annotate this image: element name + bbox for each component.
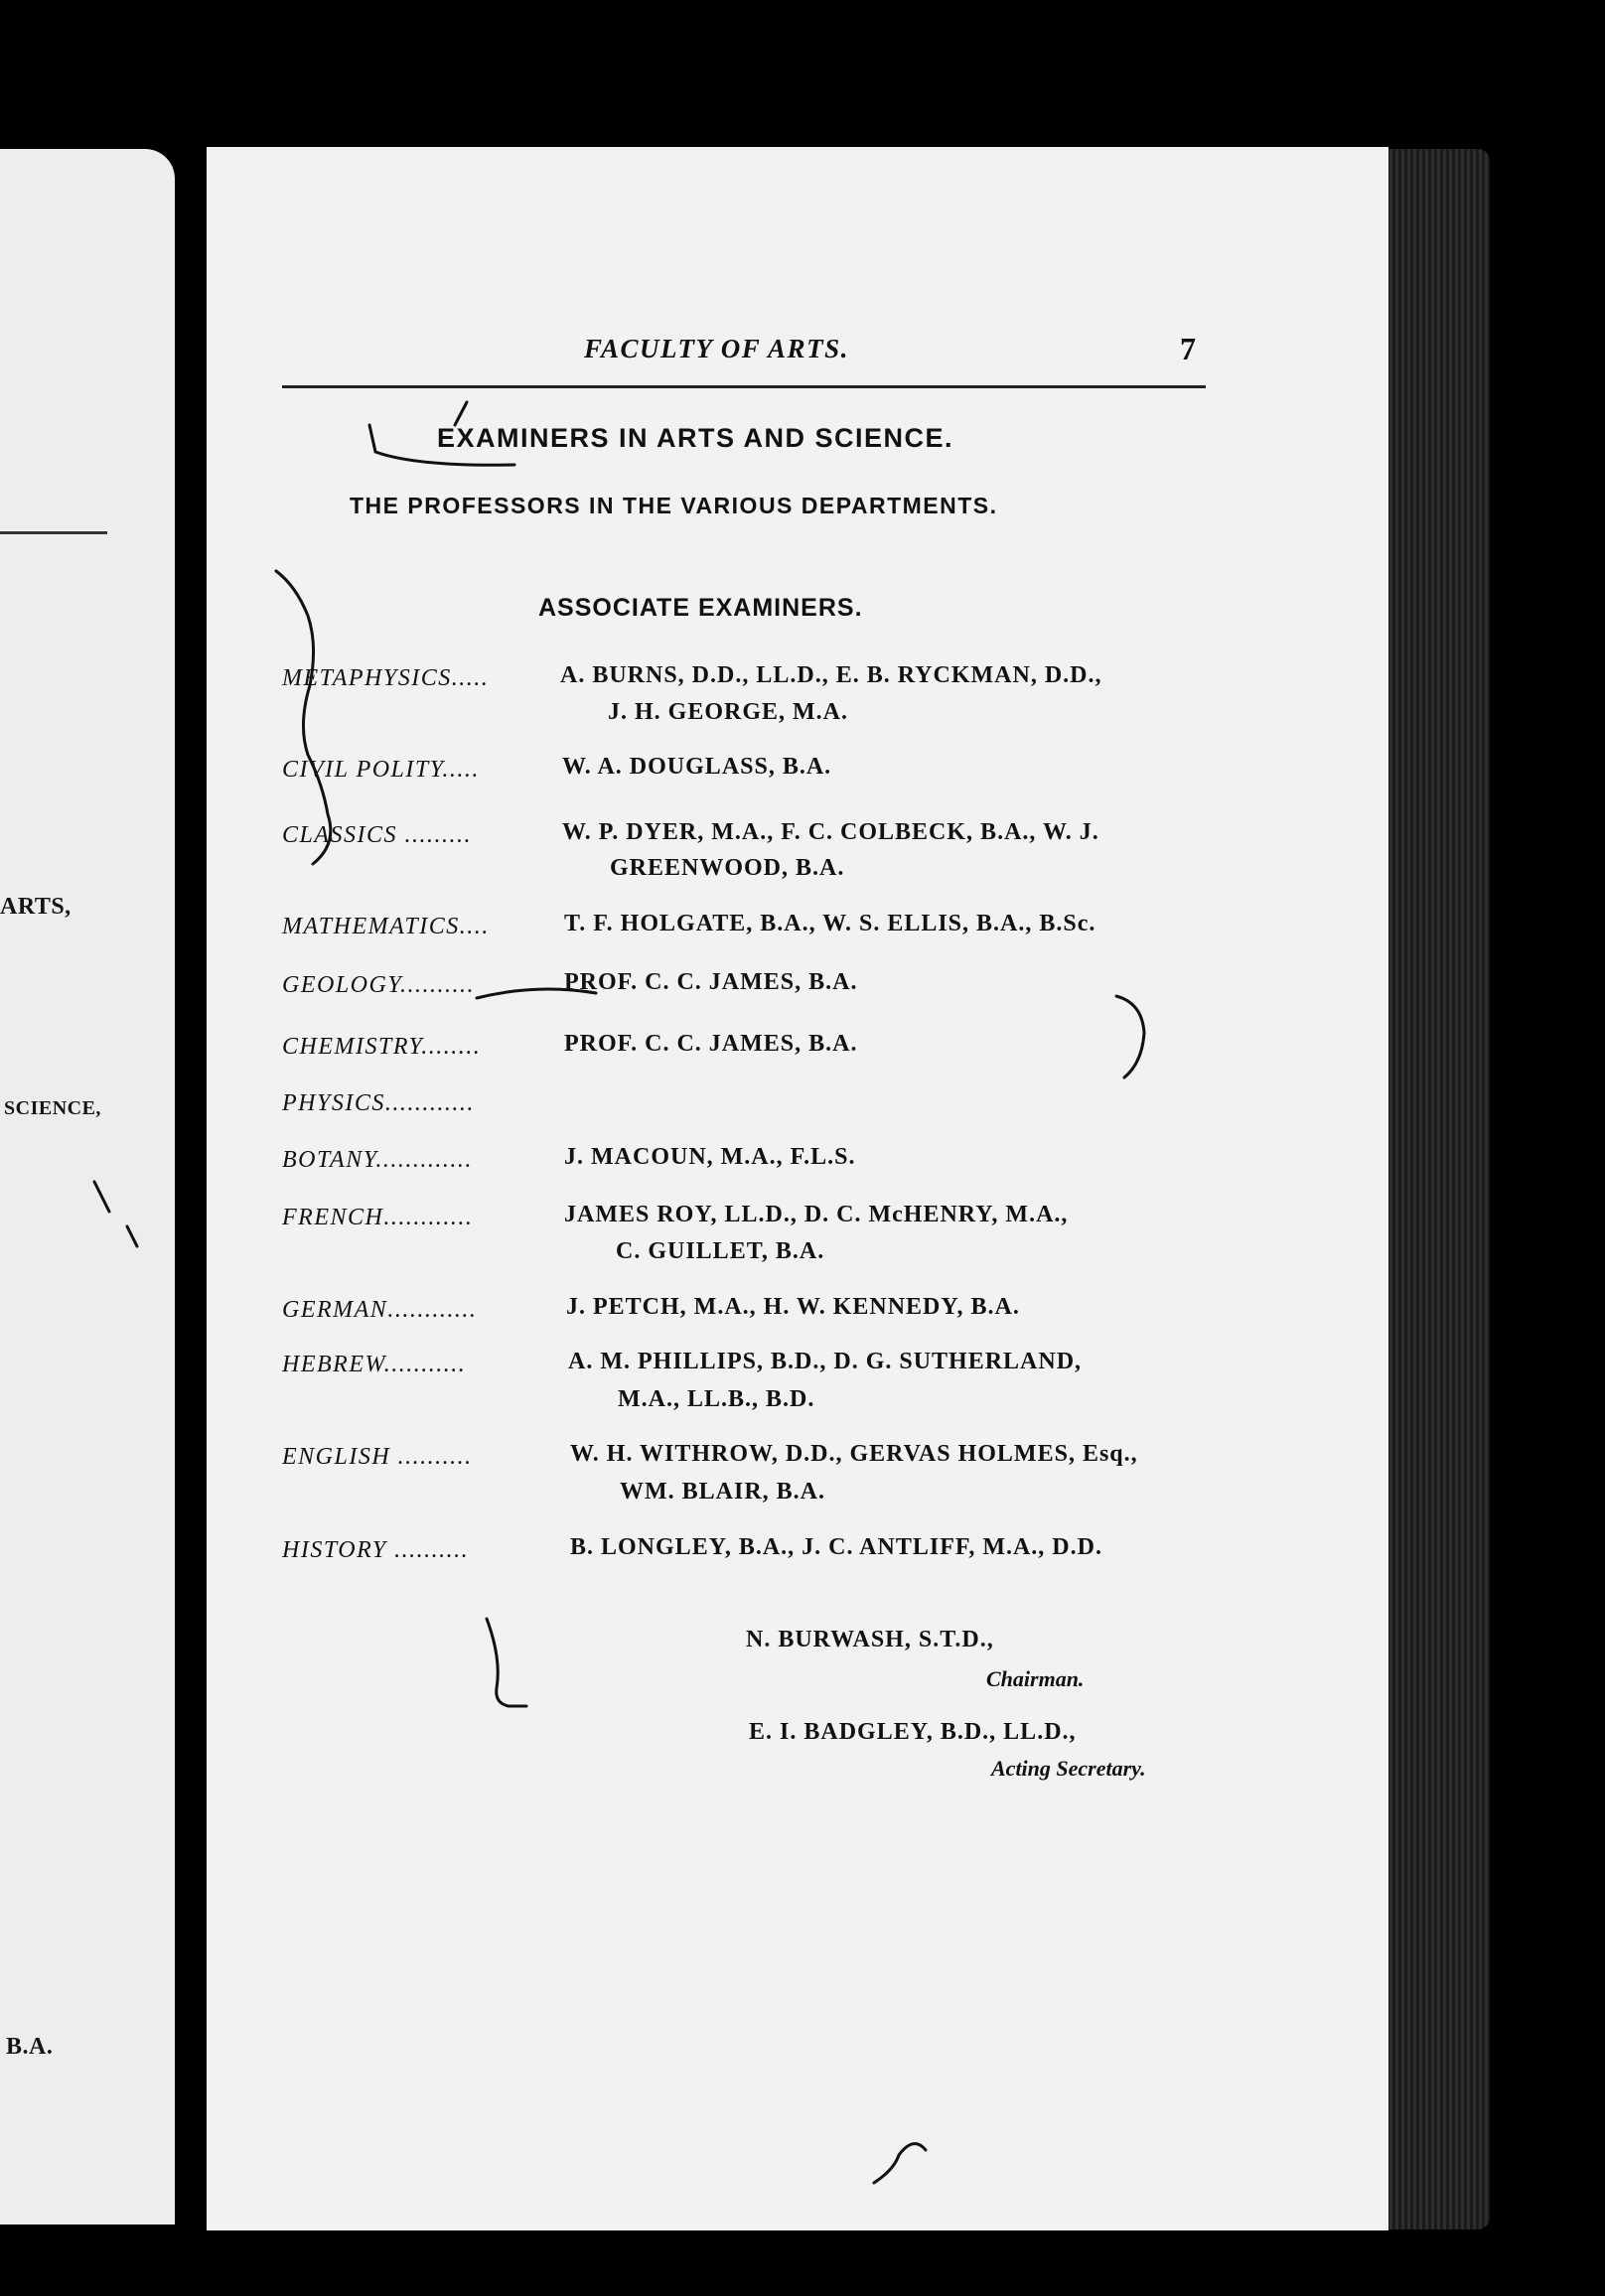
subject-label: MATHEMATICS....	[282, 914, 490, 939]
document-page	[207, 147, 1388, 2230]
examiner-names: M.A., LL.B., B.D.	[618, 1386, 815, 1412]
examiner-names: GREENWOOD, B.A.	[610, 855, 845, 881]
subheading: THE PROFESSORS IN THE VARIOUS DEPARTMENTS.	[350, 493, 998, 518]
chairman-name: N. BURWASH, S.T.D.,	[746, 1627, 994, 1652]
left-page-fragment: B.A.	[6, 2034, 54, 2060]
secretary-name: E. I. BADGLEY, B.D., LL.D.,	[749, 1719, 1077, 1745]
examiner-names: J. H. GEORGE, M.A.	[608, 699, 849, 725]
left-page-rule	[0, 531, 107, 534]
examiner-names: W. H. WITHROW, D.D., GERVAS HOLMES, Esq.,	[570, 1441, 1138, 1467]
examiner-names: C. GUILLET, B.A.	[616, 1238, 825, 1264]
secretary-title: Acting Secretary.	[991, 1756, 1146, 1781]
examiner-names: B. LONGLEY, B.A., J. C. ANTLIFF, M.A., D.D.	[570, 1534, 1102, 1560]
examiner-names: T. F. HOLGATE, B.A., W. S. ELLIS, B.A., B.Sc.	[564, 911, 1096, 936]
subject-label: METAPHYSICS.....	[282, 665, 490, 691]
running-title: FACULTY OF ARTS.	[584, 334, 849, 363]
subject-label: ENGLISH ..........	[282, 1444, 473, 1470]
subject-label: GEOLOGY..........	[282, 972, 475, 998]
subject-label: PHYSICS............	[282, 1090, 475, 1116]
examiner-names: A. BURNS, D.D., LL.D., E. B. RYCKMAN, D.D.,	[560, 662, 1102, 688]
page-block-edges	[1381, 149, 1490, 2229]
examiner-names: WM. BLAIR, B.A.	[620, 1479, 826, 1505]
subject-label: BOTANY.............	[282, 1147, 473, 1173]
chairman-title: Chairman.	[986, 1666, 1085, 1691]
examiner-names: W. A. DOUGLASS, B.A.	[562, 754, 832, 780]
left-page-fragment: SCIENCE,	[4, 1097, 101, 1119]
examiner-names: W. P. DYER, M.A., F. C. COLBECK, B.A., W. J.	[562, 819, 1099, 845]
examiner-names: PROF. C. C. JAMES, B.A.	[564, 969, 858, 995]
subject-label: CLASSICS .........	[282, 822, 473, 848]
left-page-fragment: ARTS,	[0, 894, 72, 920]
page-number: 7	[1180, 331, 1196, 366]
header-rule	[282, 385, 1206, 388]
subject-label: HISTORY ..........	[282, 1537, 470, 1563]
main-heading: EXAMINERS IN ARTS AND SCIENCE.	[437, 423, 954, 453]
examiner-names: JAMES ROY, LL.D., D. C. McHENRY, M.A.,	[564, 1202, 1069, 1227]
subject-label: FRENCH............	[282, 1205, 474, 1230]
examiner-names: J. PETCH, M.A., H. W. KENNEDY, B.A.	[566, 1294, 1020, 1320]
associate-examiners-heading: ASSOCIATE EXAMINERS.	[538, 594, 863, 622]
subject-label: GERMAN............	[282, 1297, 478, 1323]
previous-page-edge	[0, 149, 175, 2224]
subject-label: HEBREW...........	[282, 1352, 467, 1377]
examiner-names: J. MACOUN, M.A., F.L.S.	[564, 1144, 856, 1170]
examiner-names: PROF. C. C. JAMES, B.A.	[564, 1031, 858, 1057]
subject-label: CIVIL POLITY.....	[282, 757, 480, 783]
examiner-names: A. M. PHILLIPS, B.D., D. G. SUTHERLAND,	[568, 1349, 1083, 1374]
subject-label: CHEMISTRY........	[282, 1034, 482, 1060]
